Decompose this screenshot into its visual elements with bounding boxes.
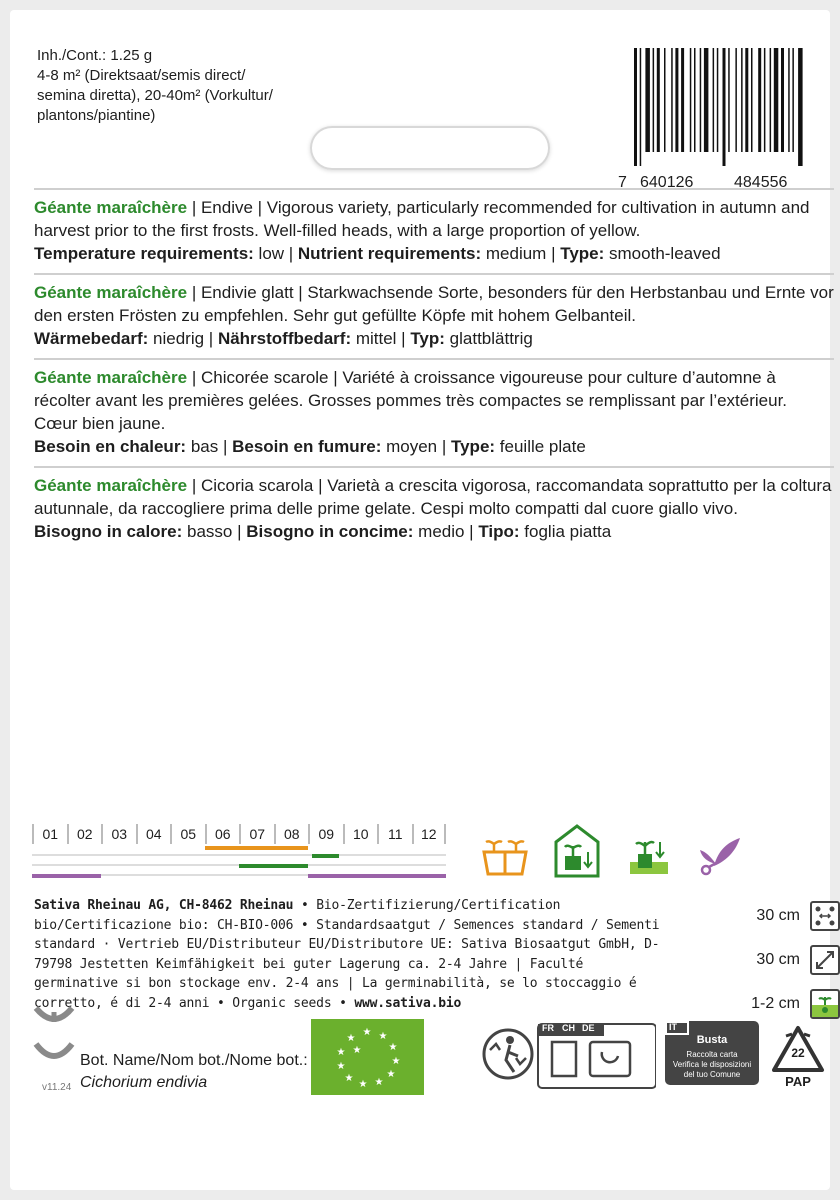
barcode-bar bbox=[788, 48, 790, 152]
type-value: glattblättrig bbox=[444, 329, 533, 348]
contents-line: semina diretta), 20-40m² (Vorkultur/ bbox=[37, 87, 273, 104]
calendar-period-direct-sowing bbox=[312, 854, 339, 858]
svg-text:★: ★ bbox=[344, 1073, 354, 1084]
variety-name: Géante maraîchère bbox=[34, 283, 188, 302]
barcode-bar bbox=[675, 48, 678, 152]
calendar-month: 09 bbox=[308, 824, 343, 844]
type-label: Typ: bbox=[410, 329, 445, 348]
barcode-bar bbox=[694, 48, 696, 152]
barcode-first-digit: 7 bbox=[618, 174, 627, 191]
calendar-month: 06 bbox=[205, 824, 240, 844]
country-ch: CH bbox=[562, 1023, 575, 1033]
contents-line: 4-8 m² (Direktsaat/semis direct/ bbox=[37, 67, 246, 84]
pap-number: 22 bbox=[791, 1046, 805, 1060]
contents-info bbox=[37, 46, 297, 126]
calendar-month: 11 bbox=[377, 824, 412, 844]
temperature-value: bas | bbox=[186, 437, 233, 456]
description-text: | Cicoria scarola | Varietà a crescita vigorosa, raccomandata soprattutto per la coltura autunnale, da raccogliere prima delle prime gelate. Cespi molto compatti dal cuore giallo vivo. bbox=[34, 476, 832, 518]
description-it bbox=[34, 468, 834, 551]
temperature-label: Besoin en chaleur: bbox=[34, 437, 187, 456]
row-spacing-icon bbox=[810, 901, 840, 931]
barcode-bar bbox=[723, 48, 726, 166]
barcode-bar bbox=[653, 48, 655, 152]
barcode-bar bbox=[758, 48, 761, 152]
nutrient-label: Besoin en fumure: bbox=[232, 437, 382, 456]
seed-tray-icon bbox=[480, 830, 530, 880]
recycling-info bbox=[480, 1020, 656, 1095]
calendar-month: 04 bbox=[136, 824, 171, 844]
barcode-bar bbox=[781, 48, 784, 152]
description-en bbox=[34, 188, 834, 275]
temperature-value: basso | bbox=[182, 522, 247, 541]
barcode-bar bbox=[774, 48, 779, 152]
pap-label: PAP bbox=[785, 1074, 811, 1089]
description-text: | Endivie glatt | Starkwachsende Sorte, besonders für den Herbstanbau und Ernte vor den ersten Frösten zu empfehlen. Sehr gut gefüllte Köpfe mit hohem Gelbanteil. bbox=[34, 283, 834, 325]
svg-text:★: ★ bbox=[346, 1033, 356, 1044]
barcode-bar bbox=[764, 48, 766, 152]
row-spacing bbox=[700, 894, 840, 938]
busta-country-code: IT bbox=[669, 1022, 677, 1032]
type-value: feuille plate bbox=[495, 437, 586, 456]
barcode-bar bbox=[700, 48, 702, 152]
country-fr: FR bbox=[542, 1023, 554, 1033]
temperature-label: Temperature requirements: bbox=[34, 244, 254, 263]
barcode-bars bbox=[630, 48, 822, 166]
svg-text:★: ★ bbox=[388, 1042, 398, 1053]
busta-title: Busta bbox=[696, 1034, 728, 1046]
description-text: | Chicorée scarole | Variété à croissance vigoureuse pour culture d’automne à récolter avant les premières gelées. Grosses pommes très compactes se remplissant par l’extérieur. Cœur bien jaune. bbox=[34, 368, 788, 433]
variety-name: Géante maraîchère bbox=[34, 476, 188, 495]
calendar-months bbox=[32, 824, 446, 844]
busta-label bbox=[664, 1020, 760, 1086]
svg-text:★: ★ bbox=[336, 1047, 346, 1058]
calendar-period-harvest-early bbox=[32, 874, 101, 878]
barcode bbox=[618, 48, 822, 191]
busta-line: del tuo Comune bbox=[683, 1070, 741, 1079]
spacing-info bbox=[700, 894, 840, 1026]
website-link[interactable]: www.sativa.bio bbox=[354, 995, 462, 1011]
company-name: Sativa Rheinau AG, CH-8462 Rheinau bbox=[34, 898, 294, 913]
temperature-label: Bisogno in calore: bbox=[34, 522, 183, 541]
svg-text:★: ★ bbox=[336, 1061, 346, 1072]
botanical-latin: Cichorium endivia bbox=[80, 1074, 208, 1091]
country-de: DE bbox=[582, 1023, 595, 1033]
calendar-period-harvest-late bbox=[308, 874, 446, 878]
sowing-calendar bbox=[32, 824, 446, 880]
calendar-month: 01 bbox=[32, 824, 67, 844]
type-label: Type: bbox=[450, 437, 496, 456]
botanical-name bbox=[80, 1050, 308, 1094]
calendar-month: 08 bbox=[274, 824, 309, 844]
busta-line: Verifica le disposizioni bbox=[672, 1060, 752, 1069]
calendar-month: 07 bbox=[239, 824, 274, 844]
barcode-bar bbox=[792, 48, 794, 152]
botanical-label: Bot. Name/Nom bot./Nome bot.: bbox=[80, 1052, 308, 1069]
nutrient-label: Nährstoffbedarf: bbox=[217, 329, 352, 348]
sowing-depth-value: 1-2 cm bbox=[751, 995, 800, 1012]
svg-text:★: ★ bbox=[386, 1069, 396, 1080]
eu-organic-logo bbox=[311, 1019, 424, 1095]
temperature-label: Wärmebedarf: bbox=[34, 329, 149, 348]
calendar-line bbox=[32, 854, 446, 856]
row-spacing-value: 30 cm bbox=[756, 907, 800, 924]
greenhouse-icon bbox=[552, 822, 602, 878]
description-text: | Endive | Vigorous variety, particularly recommended for cultivation in autumn and harvest prior to the first frosts. Well-filled heads, with a large proportion of yellow. bbox=[34, 198, 810, 240]
svg-text:★: ★ bbox=[391, 1056, 401, 1067]
barcode-bar bbox=[704, 48, 709, 152]
barcode-bar bbox=[690, 48, 692, 152]
calendar-month: 02 bbox=[67, 824, 102, 844]
barcode-bar bbox=[798, 48, 803, 166]
calendar-period-sowing-under-cover bbox=[205, 846, 309, 850]
hang-hole bbox=[310, 126, 550, 170]
calendar-month: 05 bbox=[170, 824, 205, 844]
description-fr bbox=[34, 360, 834, 468]
barcode-bar bbox=[640, 48, 642, 166]
contents-line: Inh./Cont.: 1.25 g bbox=[37, 47, 153, 64]
barcode-bar bbox=[713, 48, 715, 152]
type-label: Type: bbox=[560, 244, 605, 263]
seed-packet-back bbox=[10, 10, 834, 1190]
nutrient-value: medium | bbox=[481, 244, 561, 263]
sativa-logo-icon bbox=[32, 1002, 76, 1081]
contents-line: plantons/piantine) bbox=[37, 107, 156, 124]
variety-name: Géante maraîchère bbox=[34, 368, 188, 387]
nutrient-label: Nutrient requirements: bbox=[297, 244, 482, 263]
barcode-bar bbox=[664, 48, 666, 152]
svg-text:★: ★ bbox=[374, 1077, 384, 1088]
barcode-bar bbox=[741, 48, 743, 152]
barcode-bar bbox=[645, 48, 650, 152]
planting-out-icon bbox=[624, 830, 674, 880]
sowing-depth-icon bbox=[810, 989, 840, 1019]
svg-text:★: ★ bbox=[358, 1079, 368, 1090]
svg-text:★: ★ bbox=[362, 1027, 372, 1038]
company-info bbox=[34, 896, 674, 1013]
barcode-bar bbox=[728, 48, 730, 152]
nutrient-label: Bisogno in concime: bbox=[246, 522, 414, 541]
description-de bbox=[34, 275, 834, 360]
barcode-bar bbox=[657, 48, 660, 152]
svg-text:★: ★ bbox=[352, 1045, 362, 1056]
pap-recycling-icon bbox=[770, 1024, 826, 1090]
barcode-bar bbox=[770, 48, 772, 152]
type-value: smooth-leaved bbox=[604, 244, 721, 263]
calendar-month: 03 bbox=[101, 824, 136, 844]
barcode-bar bbox=[681, 48, 684, 152]
version-label: v11.24 bbox=[42, 1082, 72, 1093]
company-details: • Bio-Zertifizierung/Certification bio/Certificazione bio: CH-BIO-006 • Standardsaatgut / Semences standard / Sementi standard · Vertrieb EU/Distributeur EU/Distributore UE: Sativa Biosaatgut GmbH, D-79798 Jestetten Keimfähigkeit bei guter Lagerung ca. 2-4 Jahre | Faculté germinative si bon stockage env. 2-4 ans | La germinabilità, se lo stoccaggio é corretto, é di 2-4 anni • Organic seeds • bbox=[34, 898, 660, 1011]
svg-text:★: ★ bbox=[378, 1031, 388, 1042]
plant-spacing-value: 30 cm bbox=[756, 951, 800, 968]
barcode-group-2: 484556 bbox=[734, 174, 788, 191]
nutrient-value: mittel | bbox=[351, 329, 411, 348]
variety-name: Géante maraîchère bbox=[34, 198, 188, 217]
barcode-group-1: 640126 bbox=[640, 174, 694, 191]
barcode-bar bbox=[634, 48, 637, 166]
type-label: Tipo: bbox=[478, 522, 520, 541]
nutrient-value: medio | bbox=[413, 522, 479, 541]
barcode-bar bbox=[671, 48, 673, 152]
barcode-bar bbox=[751, 48, 753, 152]
nutrient-value: moyen | bbox=[381, 437, 451, 456]
busta-line: Raccolta carta bbox=[686, 1050, 738, 1059]
calendar-month: 10 bbox=[343, 824, 378, 844]
calendar-period-planting bbox=[239, 864, 308, 868]
temperature-value: low | bbox=[253, 244, 298, 263]
barcode-bar bbox=[745, 48, 748, 152]
plant-spacing-icon bbox=[810, 945, 840, 975]
plant-spacing bbox=[700, 938, 840, 982]
temperature-value: niedrig | bbox=[148, 329, 218, 348]
type-value: foglia piatta bbox=[519, 522, 612, 541]
calendar-month: 12 bbox=[412, 824, 447, 844]
harvest-icon bbox=[696, 830, 746, 880]
barcode-bar bbox=[717, 48, 719, 152]
barcode-bar bbox=[735, 48, 737, 152]
variety-descriptions bbox=[34, 188, 834, 551]
